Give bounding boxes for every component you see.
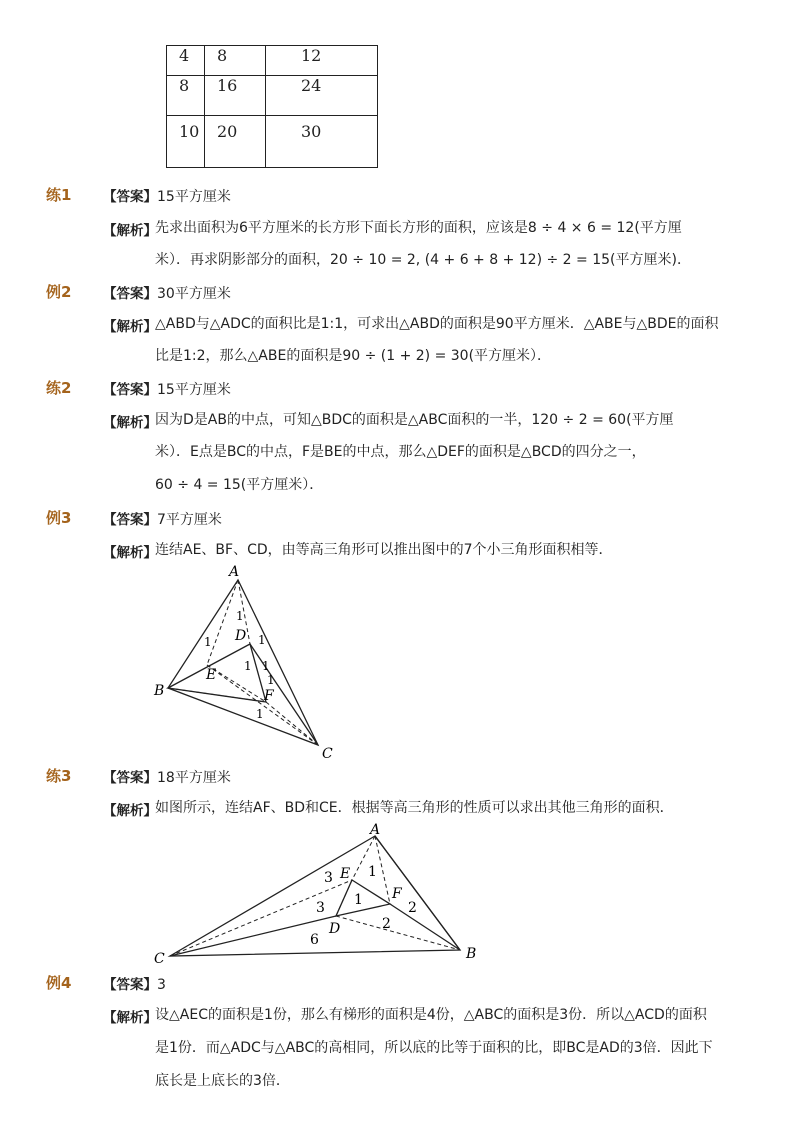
answer-label: 【答案】 (103, 770, 157, 786)
answer-text: 7平方厘米 (157, 512, 222, 528)
section-tag: 练2 (46, 379, 72, 397)
explain-line: 先求出面积为6平方厘米的长方形下面长方形的面积，应该是8 ÷ 4 × 6 = 12(平方厘 (155, 220, 682, 236)
answer-text: 18平方厘米 (157, 770, 231, 786)
answer-label: 【答案】 (103, 512, 157, 528)
explain-line: 因为D是AB的中点，可知△BDC的面积是△ABC面积的一半，120 ÷ 2 = 60(平方厘 (155, 412, 674, 428)
table-cell: 4 (167, 46, 205, 76)
explain-line: 连结AE、BF、CD，由等高三角形可以推出图中的7个小三角形面积相等． (155, 542, 613, 558)
table-cell: 8 (167, 76, 205, 116)
vertex-label: B (466, 946, 477, 962)
region-label: 1 (354, 892, 363, 908)
explain-label: 【解析】 (103, 803, 157, 819)
answer-row (103, 185, 231, 206)
region-label: 1 (262, 659, 270, 673)
region-label: 1 (258, 633, 266, 647)
explain-line: 设△AEC的面积是1份，那么有梯形的面积是4份，△ABC的面积是3份．所以△ACD的面积 (155, 1007, 707, 1023)
table-cell: 24 (266, 76, 378, 116)
answer-label: 【答案】 (103, 286, 157, 302)
vertex-label: F (392, 886, 402, 902)
explain-line: 是1份．而△ADC与△ABC的高相同，所以底的比等于面积的比，即BC是AD的3倍．因此下 (155, 1040, 713, 1056)
region-label: 1 (244, 659, 252, 673)
explain-label: 【解析】 (103, 415, 157, 431)
explain-label: 【解析】 (103, 223, 157, 239)
answer-label: 【答案】 (103, 382, 157, 398)
section-tag: 练1 (46, 186, 72, 204)
triangle-figure-2 (150, 818, 490, 968)
section-tag: 例2 (46, 283, 72, 301)
section-tag: 例4 (46, 974, 72, 992)
table-cell: 16 (205, 76, 266, 116)
region-label: 6 (310, 932, 319, 948)
triangle-figure-1 (150, 560, 350, 765)
explain-label: 【解析】 (103, 319, 157, 335)
answer-text: 30平方厘米 (157, 286, 231, 302)
table-cell: 8 (205, 46, 266, 76)
explain-line: △ABD与△ADC的面积比是1:1，可求出△ABD的面积是90平方厘米．△ABE与△BDE的面积 (155, 316, 719, 332)
table-cell: 20 (205, 116, 266, 168)
region-label: 3 (316, 900, 325, 916)
table-cell: 12 (266, 46, 378, 76)
answer-label: 【答案】 (103, 977, 157, 993)
answer-row (103, 378, 231, 399)
vertex-label: A (370, 822, 381, 838)
answer-text: 3 (157, 977, 166, 993)
explain-label: 【解析】 (103, 545, 157, 561)
region-label: 1 (204, 635, 212, 649)
answer-row (103, 282, 231, 303)
explain-line: 比是1:2，那么△ABE的面积是90 ÷ (1 + 2) = 30(平方厘米）． (155, 348, 552, 364)
vertex-label: E (206, 667, 217, 683)
number-grid-table (166, 45, 378, 168)
vertex-label: C (322, 746, 333, 762)
table-cell: 10 (167, 116, 205, 168)
vertex-label: D (235, 628, 247, 644)
explain-line: 如图所示，连结AF、BD和CE．根据等高三角形的性质可以求出其他三角形的面积． (155, 800, 674, 816)
section-tag: 例3 (46, 509, 72, 527)
region-label: 1 (256, 707, 264, 721)
answer-text: 15平方厘米 (157, 382, 231, 398)
explain-line: 60 ÷ 4 = 15(平方厘米）． (155, 477, 324, 493)
region-label: 1 (267, 673, 275, 687)
region-label: 1 (368, 864, 377, 880)
explain-line: 米）．再求阴影部分的面积，20 ÷ 10 = 2, (4 + 6 + 8 + 12) ÷ 2 = 15(平方厘米)． (155, 252, 691, 268)
section-tag: 练3 (46, 767, 72, 785)
answer-text: 15平方厘米 (157, 189, 231, 205)
explain-line: 底长是上底长的3倍． (155, 1073, 290, 1089)
answer-label: 【答案】 (103, 189, 157, 205)
answer-row (103, 973, 166, 993)
explain-line: 米）．E点是BC的中点，F是BE的中点，那么△DEF的面积是△BCD的四分之一， (155, 444, 646, 460)
region-label: 3 (324, 870, 333, 886)
region-label: 2 (382, 916, 391, 932)
answer-row (103, 508, 222, 529)
vertex-label: B (154, 683, 165, 699)
vertex-label: F (264, 688, 274, 704)
region-label: 1 (236, 609, 244, 623)
region-label: 2 (408, 900, 417, 916)
vertex-label: C (154, 951, 165, 967)
explain-label: 【解析】 (103, 1010, 157, 1026)
vertex-label: D (329, 921, 341, 937)
table-cell: 30 (266, 116, 378, 168)
vertex-label: E (340, 866, 351, 882)
answer-row (103, 766, 231, 787)
vertex-label: A (229, 564, 240, 580)
